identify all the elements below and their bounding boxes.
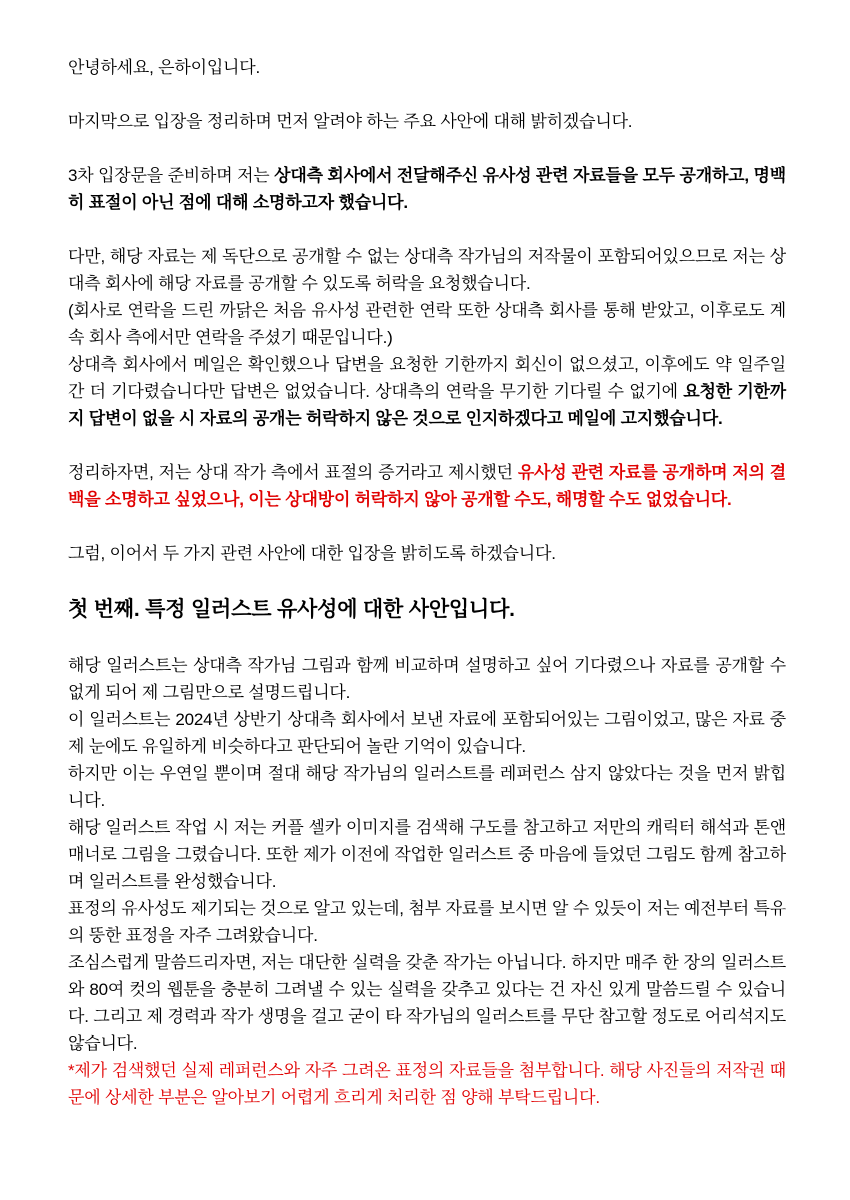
- text-segment: 다만, 해당 자료는 제 독단으로 공개할 수 없는 상대측 작가님의 저작물이 포함되어있으므로 저는 상대측 회사에 해당 자료를 공개할 수 있도록 허락을 요청했습니다.: [68, 247, 786, 293]
- text-segment: 하지만 이는 우연일 뿐이며 절대 해당 작가님의 일러스트를 레퍼런스 삼지 않았다는 것을 먼저 밝힙니다.: [68, 764, 786, 810]
- text-segment: 3차 입장문을 준비하며 저는: [68, 166, 275, 185]
- section-heading: [68, 594, 786, 625]
- text-segment: 해당 일러스트는 상대측 작가님 그림과 함께 비교하며 설명하고 싶어 기다렸으나 자료를 공개할 수 없게 되어 제 그림만으로 설명드립니다.: [68, 656, 786, 702]
- text-line: [68, 351, 786, 432]
- text-line: [68, 162, 786, 216]
- text-line: [68, 760, 786, 814]
- text-line: [68, 594, 786, 625]
- paragraph: [68, 162, 786, 216]
- text-segment: 해당 일러스트 작업 시 저는 커플 셀카 이미지를 검색해 구도를 참고하고 저만의 캐릭터 해석과 톤앤 매너로 그림을 그렸습니다. 또한 제가 이전에 작업한 일러스트 중 마음에 들었던 그림도 함께 참고하며 일러스트를 완성했습니다.: [68, 818, 786, 891]
- bold-text-segment: 상대측 회사에서 전달해주신 유사성 관련 자료들을 모두 공개하고, 명백히 표절이 아닌 점에 대해 소명하고자 했습니다.: [68, 166, 786, 212]
- text-segment: 조심스럽게 말씀드리자면, 저는 대단한 실력을 갖춘 작가는 아닙니다. 하지만 매주 한 장의 일러스트와 80여 컷의 웹툰을 충분히 그려낼 수 있는 실력을 갖추고 있다는 건 자신 있게 말씀드릴 수 있습니다. 그리고 제 경력과 작가 생명을 걸고 굳이 타 작가님의 일러스트를 무단 참고할 정도로 어리석지도 않습니다.: [68, 953, 786, 1053]
- text-line: [68, 706, 786, 760]
- text-segment: 안녕하세요, 은하이입니다.: [68, 58, 261, 77]
- bold-text-segment: 요청한 기한까지 답변이 없을 시 자료의 공개는 허락하지 않은 것으로 인지하겠다고 메일에 고지했습니다.: [68, 382, 786, 428]
- text-segment: 마지막으로 입장을 정리하며 먼저 알려야 하는 주요 사안에 대해 밝히겠습니다.: [68, 112, 633, 131]
- text-segment: 표정의 유사성도 제기되는 것으로 알고 있는데, 첨부 자료를 보시면 알 수 있듯이 저는 예전부터 특유의 뚱한 표정을 자주 그려왔습니다.: [68, 899, 786, 945]
- text-segment: 상대측 회사에서 메일은 확인했으나 답변을 요청한 기한까지 회신이 없으셨고, 이후에도 약 일주일간 더 기다렸습니다만 답변은 없었습니다. 상대측의 연락을 무기한 기다릴 수 없기에: [68, 355, 786, 401]
- paragraph: [68, 243, 786, 432]
- text-line: [68, 108, 786, 135]
- paragraph: [68, 459, 786, 513]
- text-line: [68, 1057, 786, 1111]
- text-line: [68, 297, 786, 351]
- red-bold-text-segment: 유사성 관련 자료를 공개하며 저의 결백을 소명하고 싶었으나, 이는 상대방이 허락하지 않아 공개할 수도, 해명할 수도 없었습니다.: [68, 463, 786, 509]
- text-segment: (회사로 연락을 드린 까닭은 처음 유사성 관련한 연락 또한 상대측 회사를 통해 받았고, 이후로도 계속 회사 측에서만 연락을 주셨기 때문입니다.): [68, 301, 786, 347]
- text-segment: 그럼, 이어서 두 가지 관련 사안에 대한 입장을 밝히도록 하겠습니다.: [68, 544, 556, 563]
- text-segment: 이 일러스트는 2024년 상반기 상대측 회사에서 보낸 자료에 포함되어있는 그림이었고, 많은 자료 중 제 눈에도 유일하게 비슷하다고 판단되어 놀란 기억이 있습니다.: [68, 710, 786, 756]
- text-line: [68, 243, 786, 297]
- paragraph: [68, 108, 786, 135]
- paragraph: [68, 54, 786, 81]
- text-line: [68, 652, 786, 706]
- text-segment: 정리하자면, 저는 상대 작가 측에서 표절의 증거라고 제시했던: [68, 463, 518, 482]
- text-line: [68, 540, 786, 567]
- bold-text-segment: 첫 번째. 특정 일러스트 유사성에 대한 사안입니다.: [68, 598, 515, 621]
- text-line: [68, 895, 786, 949]
- text-line: [68, 814, 786, 895]
- paragraph: [68, 652, 786, 1111]
- text-line: [68, 54, 786, 81]
- paragraph: [68, 540, 786, 567]
- document-body: [68, 54, 786, 1111]
- text-line: [68, 459, 786, 513]
- text-line: [68, 949, 786, 1057]
- red-text-segment: *제가 검색했던 실제 레퍼런스와 자주 그려온 표정의 자료들을 첨부합니다. 해당 사진들의 저작권 때문에 상세한 부분은 알아보기 어렵게 흐리게 처리한 점 양해 부탁드립니다.: [68, 1061, 786, 1107]
